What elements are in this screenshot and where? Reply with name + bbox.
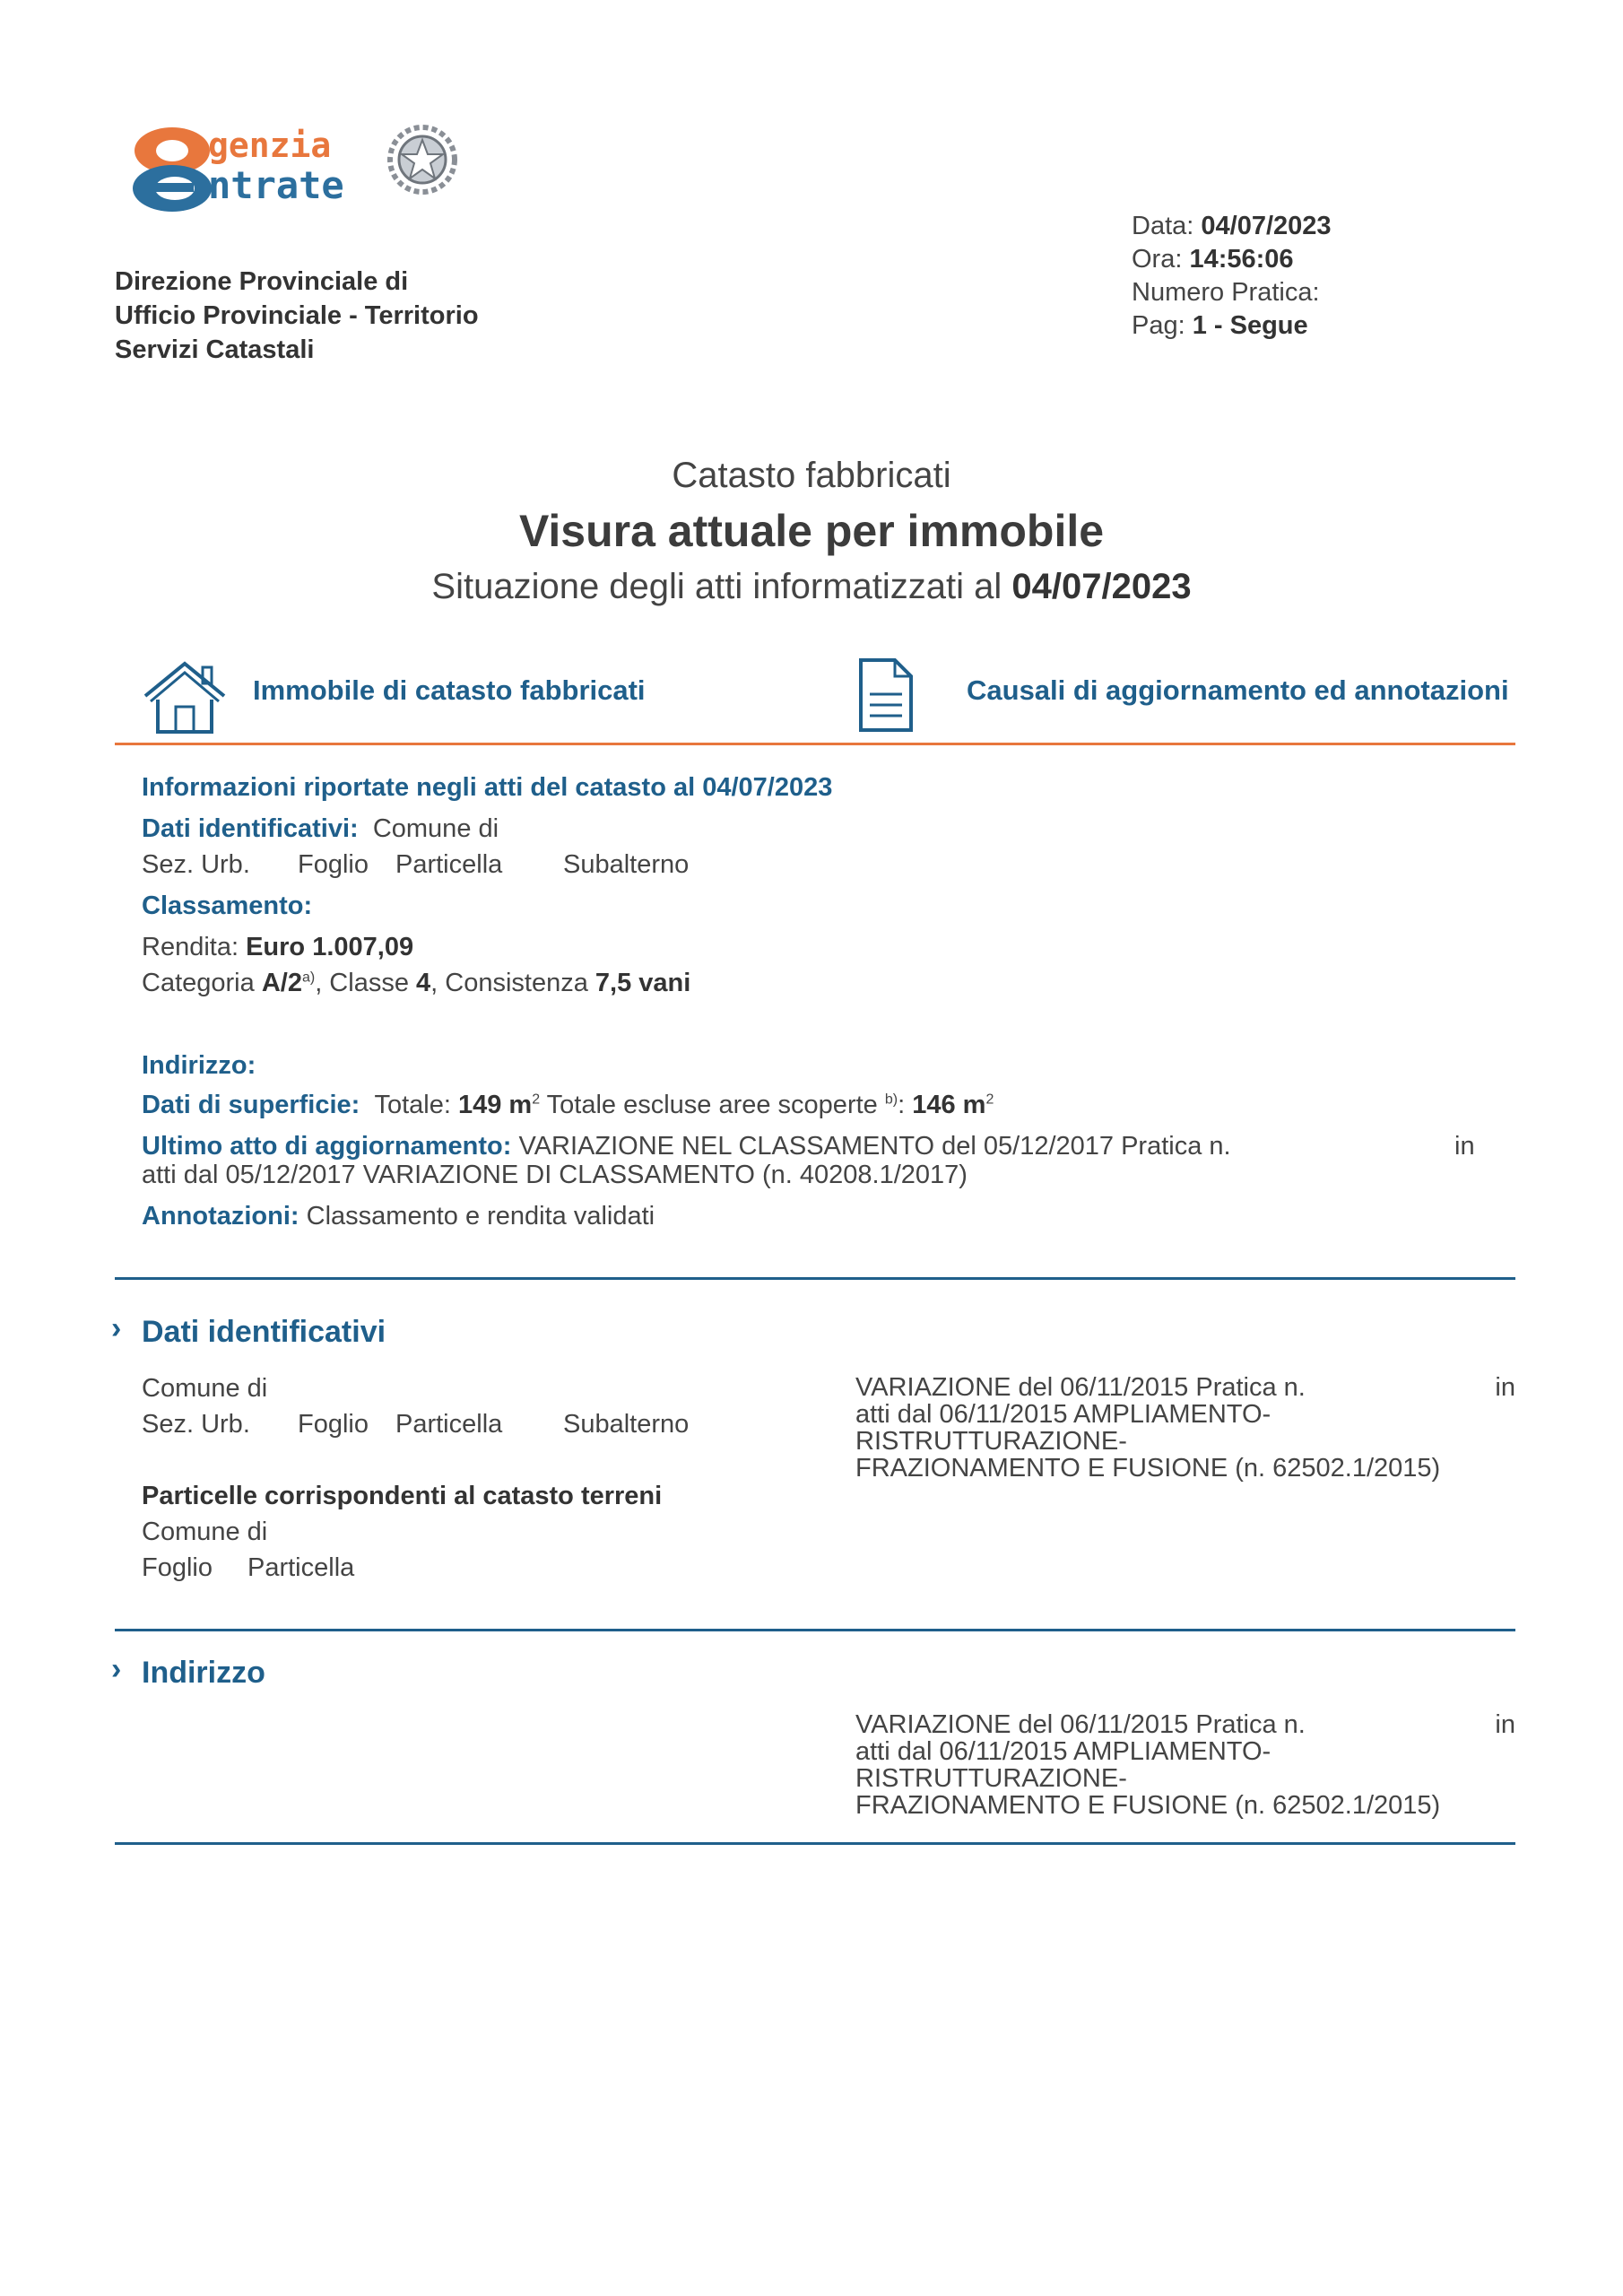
catasto-title: Catasto fabbricati: [672, 456, 951, 495]
indirizzo-variazione: VARIAZIONE del 06/11/2015 Pratica n. in atti dal 06/11/2015 AMPLIAMENTO-RISTRUTTURAZIONE- FRAZIONAMENTO E FUSIONE (n. 62502.1/2015): [855, 1710, 1515, 1820]
annotazioni-row: Annotazioni: Classamento e rendita validati: [142, 1202, 655, 1231]
logo-word-2: ntrate: [208, 163, 344, 207]
terreni-heading: Particelle corrispondenti al catasto terreni: [142, 1482, 663, 1510]
classamento-label: Classamento:: [142, 891, 313, 920]
ultimo-atto-line2: atti dal 05/12/2017 VARIAZIONE DI CLASSAMENTO (n. 40208.1/2017): [142, 1161, 968, 1189]
office-block: [115, 265, 479, 367]
document-icon: [855, 657, 915, 734]
meta-pag: Pag: 1 - Segue: [1132, 311, 1308, 340]
terreni-comune: Comune di: [142, 1518, 268, 1546]
office-line-1: Direzione Provinciale di: [115, 267, 409, 296]
di-comune: Comune di: [142, 1374, 268, 1403]
office-line-3: Servizi Catastali: [115, 335, 315, 364]
di-foglio: Foglio: [298, 1410, 369, 1439]
foglio-label: Foglio: [298, 850, 369, 879]
chevron-right-icon[interactable]: ›: [111, 1311, 122, 1345]
ultimo-atto-in: in: [1454, 1132, 1475, 1161]
chevron-right-icon[interactable]: ›: [111, 1652, 122, 1686]
house-icon: [142, 660, 228, 735]
agenzia-entrate-logo: [126, 117, 466, 215]
meta-pratica: Numero Pratica:: [1132, 278, 1320, 307]
ultimo-atto-row: Ultimo atto di aggiornamento: VARIAZIONE NEL CLASSAMENTO del 05/12/2017 Pratica n.: [142, 1132, 1231, 1161]
di-variazione: VARIAZIONE del 06/11/2015 Pratica n. in atti dal 06/11/2015 AMPLIAMENTO-RISTRUTTURAZIONE- FRAZIONAMENTO E FUSIONE (n. 62502.1/2015): [855, 1373, 1515, 1483]
divider-3: [115, 1842, 1515, 1845]
document-meta: [1132, 210, 1332, 343]
rendita-row: Rendita: Euro 1.007,09: [142, 933, 414, 961]
superficie-row: Dati di superficie: Totale: 149 $m^2$ Totale escluse aree scoperte $^{b)}$: 146 $m^2$: [142, 1091, 994, 1119]
di-particella: Particella: [395, 1410, 503, 1439]
logo-word-1: genzia: [208, 126, 332, 165]
divider-1: [115, 1277, 1515, 1280]
meta-data: Data: 04/07/2023: [1132, 212, 1332, 240]
sez-urb-label: Sez. Urb.: [142, 850, 250, 879]
meta-ora: Ora: 14:56:06: [1132, 245, 1294, 274]
indirizzo-label: Indirizzo:: [142, 1051, 256, 1080]
section-immobile-title: Immobile di catasto fabbricati: [253, 674, 646, 706]
info-heading: Informazioni riportate negli atti del catasto al 04/07/2023: [142, 773, 833, 802]
dati-identificativi-row: Dati identificativi: Comune di: [142, 814, 499, 843]
particella-label: Particella: [395, 850, 503, 879]
office-line-2: Ufficio Provinciale - Territorio: [115, 301, 479, 330]
dati-identificativi-heading[interactable]: Dati identificativi: [142, 1315, 386, 1349]
di-subalterno: Subalterno: [563, 1410, 690, 1439]
terreni-foglio: Foglio: [142, 1553, 213, 1582]
indirizzo-heading[interactable]: Indirizzo: [142, 1656, 265, 1690]
categoria-row: Categoria A/2$^{a)}$, Classe 4, Consistenza 7,5 vani: [142, 969, 691, 997]
emblem-icon: [384, 120, 461, 203]
situazione-subtitle: Situazione degli atti informatizzati al 04/07/2023: [431, 567, 1192, 606]
section-divider: [115, 743, 1515, 745]
divider-2: [115, 1629, 1515, 1631]
section-causali-title: Causali di aggiornamento ed annotazioni: [967, 674, 1509, 706]
subalterno-label: Subalterno: [563, 850, 690, 879]
di-sez-urb: Sez. Urb.: [142, 1410, 250, 1439]
page-title: Visura attuale per immobile: [518, 506, 1105, 556]
terreni-particella: Particella: [247, 1553, 355, 1582]
